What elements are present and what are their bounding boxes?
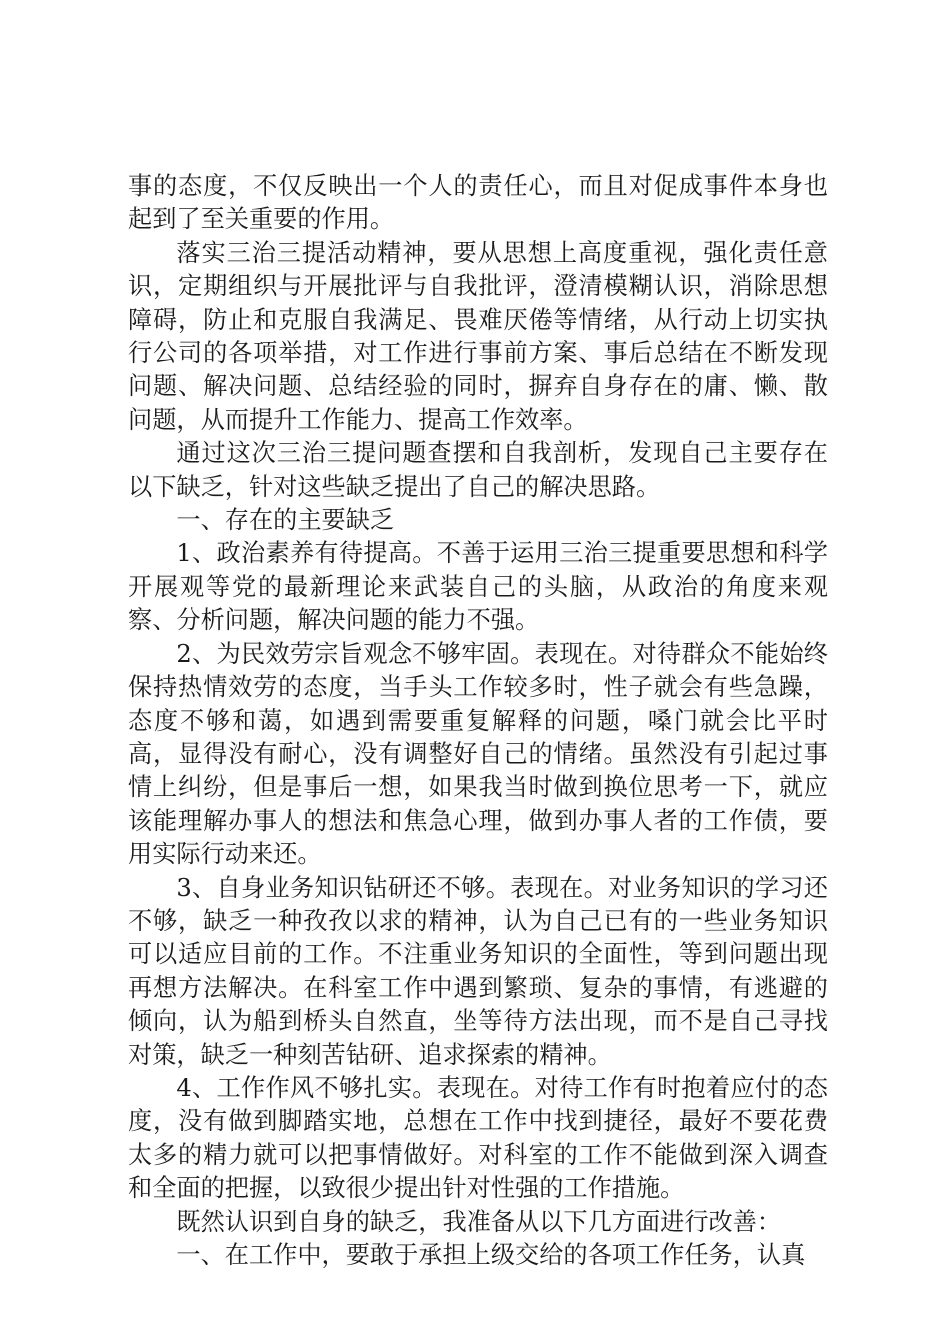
paragraph-improvement-intro: 既然认识到自身的缺乏，我准备从以下几方面进行改善：	[176, 1207, 782, 1236]
paragraph-item-1: 1、政治素养有待提高。不善于运用三治三提重要思想和科学开展观等党的最新理论来武装自己的头脑，从政治的角度来观察、分析问题，解决问题的能力不强。	[128, 539, 828, 635]
paragraph-self-analysis: 通过这次三治三提问题查摆和自我剖析，发现自己主要存在以下缺乏，针对这些缺乏提出了自己的解决思路。	[128, 439, 828, 501]
paragraph-item-2: 2、为民效劳宗旨观念不够牢固。表现在。对待群众不能始终保持热情效劳的态度，当手头工作较多时，性子就会有些急躁，态度不够和蔼，如遇到需要重复解释的问题，嗓门就会比平时高，显得没有耐心，没有调整好自己的情绪。虽然没有引起过事情上纠纷，但是事后一想，如果我当时做到换位思考一下，就应该能理解办事人的想法和焦急心理，做到办事人者的工作债，要用实际行动来还。	[128, 639, 828, 869]
paragraph-continuation: 事的态度，不仅反映出一个人的责任心，而且对促成事件本身也起到了至关重要的作用。	[128, 172, 828, 234]
section-heading-shortcomings: 一、存在的主要缺乏	[176, 506, 395, 535]
document-body	[128, 170, 828, 1272]
paragraph-implementation: 落实三治三提活动精神，要从思想上高度重视，强化责任意识，定期组织与开展批评与自我批评，澄清模糊认识，消除思想障碍，防止和克服自我满足、畏难厌倦等情绪，从行动上切实执行公司的各项举措，对工作进行事前方案、事后总结在不断发现问题、解决问题、总结经验的同时，摒弃自身存在的庸、懒、散问题，从而提升工作能力、提高工作效率。	[128, 238, 828, 434]
paragraph-item-3: 3、自身业务知识钻研还不够。表现在。对业务知识的学习还不够，缺乏一种孜孜以求的精神，认为自己已有的一些业务知识可以适应目前的工作。不注重业务知识的全面性，等到问题出现再想方法解决。在科室工作中遇到繁琐、复杂的事情，有逃避的倾向，认为船到桥头自然直，坐等待方法出现，而不是自己寻找对策，缺乏一种刻苦钻研、追求探索的精神。	[128, 873, 828, 1069]
paragraph-improvement-1: 一、在工作中，要敢于承担上级交给的各项工作任务，认真	[176, 1241, 806, 1269]
paragraph-item-4: 4、工作作风不够扎实。表现在。对待工作有时抱着应付的态度，没有做到脚踏实地，总想在工作中找到捷径，最好不要花费太多的精力就可以把事情做好。对科室的工作不能做到深入调查和全面的把握，以致很少提出针对性强的工作措施。	[128, 1073, 828, 1203]
